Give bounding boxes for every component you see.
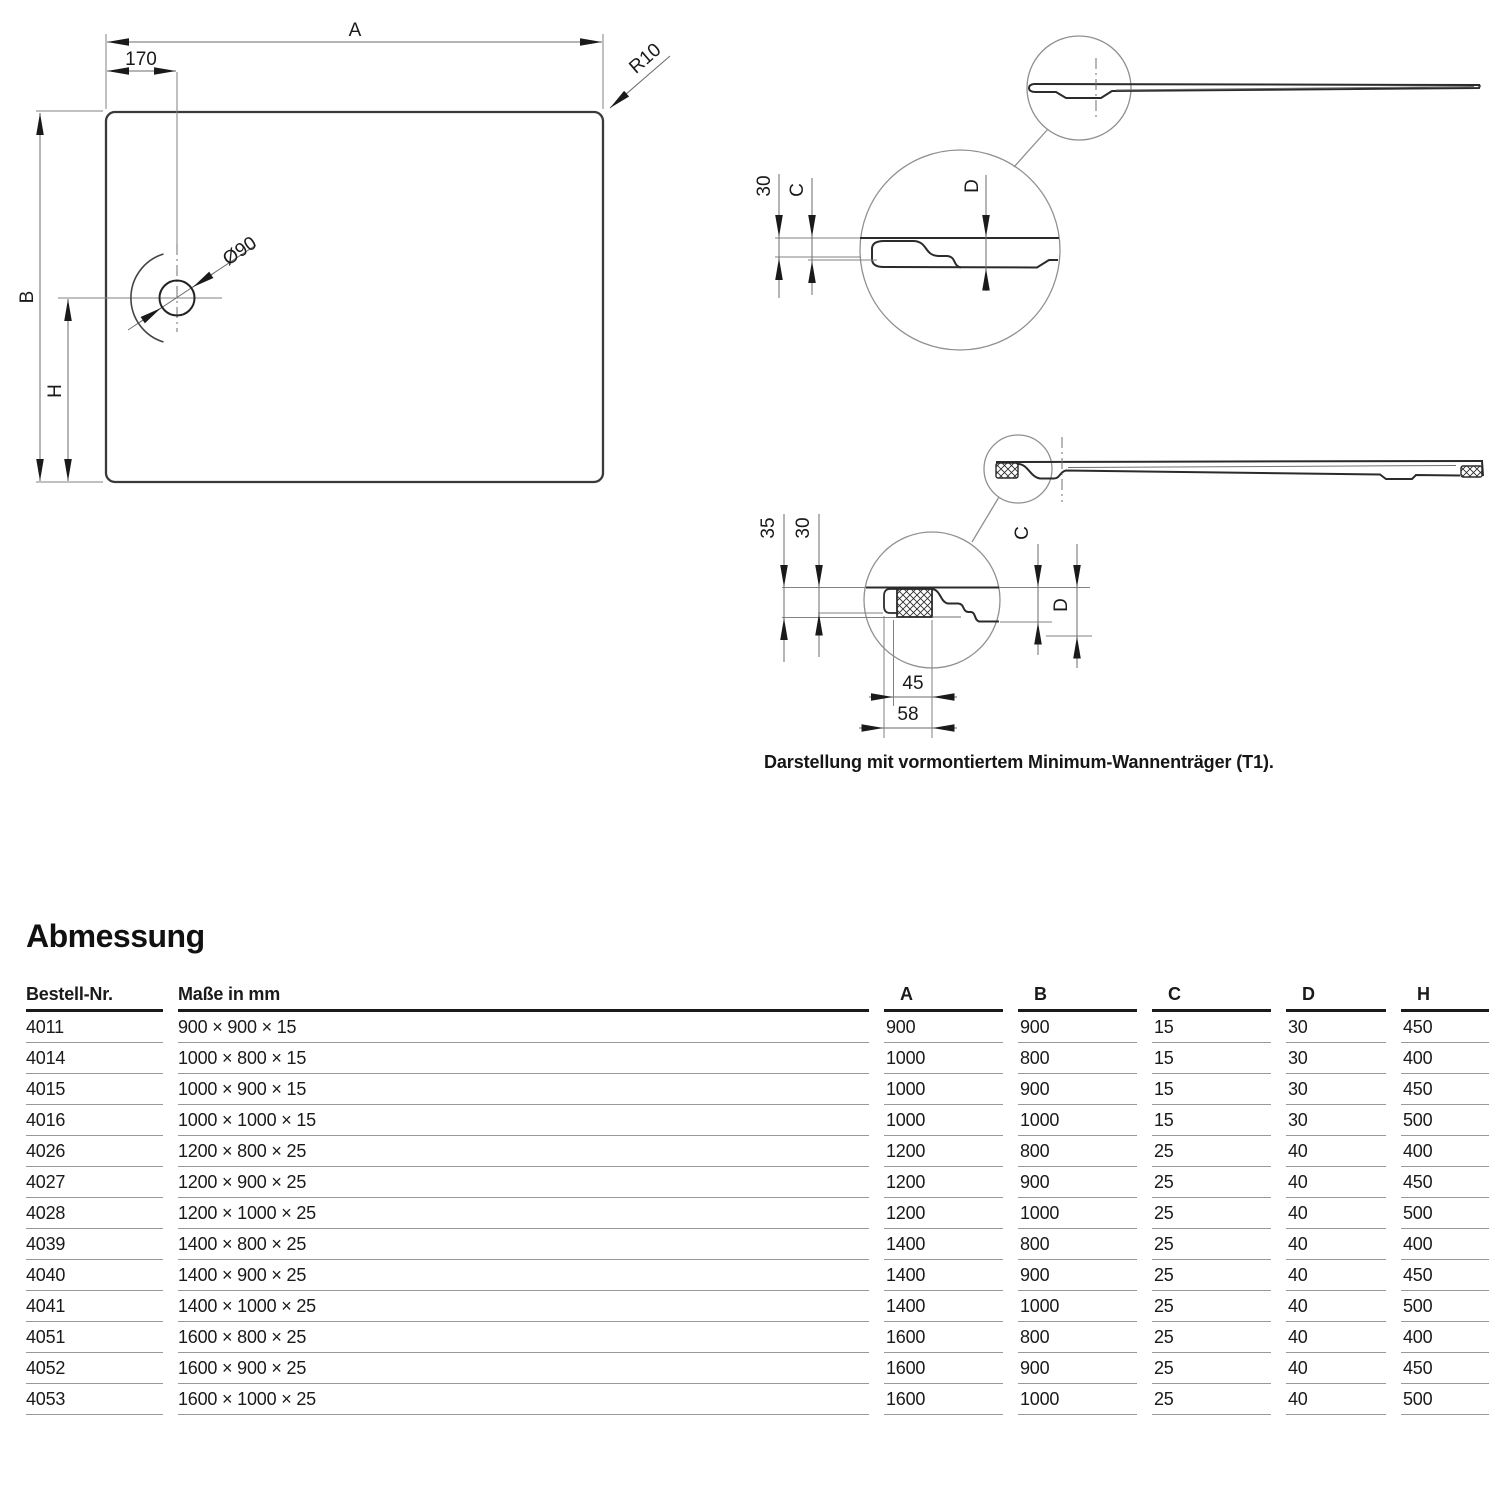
cell-b: 1000: [1018, 1384, 1137, 1415]
cell-d: 30: [1286, 1043, 1386, 1074]
cell-c: 15: [1152, 1012, 1271, 1043]
cell-d: 30: [1286, 1105, 1386, 1136]
cell-c: 25: [1152, 1322, 1271, 1353]
sec2-label-35: 35: [758, 517, 779, 539]
table-row: [26, 1012, 1490, 1043]
cell-h: 500: [1401, 1198, 1489, 1229]
rim-lip: [884, 589, 898, 613]
cell-d: 30: [1286, 1074, 1386, 1105]
cell-c: 25: [1152, 1260, 1271, 1291]
cell-b: 800: [1018, 1043, 1137, 1074]
cell-c: 25: [1152, 1384, 1271, 1415]
col-header-bestellnr: Bestell-Nr.: [26, 981, 163, 1012]
cell-c: 15: [1152, 1043, 1271, 1074]
cell-b: 1000: [1018, 1105, 1137, 1136]
table-row: [26, 1136, 1490, 1167]
detail-circle-1: [860, 150, 1060, 350]
sec1-label-C: C: [787, 183, 808, 197]
cell-d: 40: [1286, 1260, 1386, 1291]
section-title: Abmessung: [26, 918, 205, 954]
cell-d: 30: [1286, 1012, 1386, 1043]
cell-bestellnr: 4014: [26, 1043, 163, 1074]
col-header-c: C: [1152, 981, 1271, 1012]
table-row: [26, 1260, 1490, 1291]
table-row: [26, 1043, 1490, 1074]
cell-d: 40: [1286, 1322, 1386, 1353]
plan-label-R10: R10: [625, 39, 666, 79]
table-body: [26, 1012, 1490, 1415]
col-header-masse: Maße in mm: [178, 981, 869, 1012]
plan-label-dia90: Ø90: [219, 232, 261, 271]
cell-bestellnr: 4026: [26, 1136, 163, 1167]
col-header-d: D: [1286, 981, 1386, 1012]
support-block-small-left: [996, 463, 1018, 478]
cell-bestellnr: 4041: [26, 1291, 163, 1322]
cell-a: 1000: [884, 1105, 1003, 1136]
plan-label-A: A: [348, 20, 362, 41]
cell-c: 25: [1152, 1353, 1271, 1384]
tray-outline: [106, 112, 603, 482]
cell-h: 400: [1401, 1043, 1489, 1074]
cell-b: 800: [1018, 1322, 1137, 1353]
cell-b: 900: [1018, 1167, 1137, 1198]
cell-masse: 1200 × 1000 × 25: [178, 1198, 869, 1229]
cell-a: 1000: [884, 1074, 1003, 1105]
table-row: [26, 1198, 1490, 1229]
cell-bestellnr: 4040: [26, 1260, 163, 1291]
cell-bestellnr: 4027: [26, 1167, 163, 1198]
cell-a: 900: [884, 1012, 1003, 1043]
cell-h: 500: [1401, 1105, 1489, 1136]
cell-masse: 1000 × 800 × 15: [178, 1043, 869, 1074]
cell-d: 40: [1286, 1136, 1386, 1167]
cell-h: 450: [1401, 1167, 1489, 1198]
cell-h: 450: [1401, 1353, 1489, 1384]
sec2-label-C: C: [1012, 526, 1033, 540]
cell-d: 40: [1286, 1198, 1386, 1229]
cell-c: 25: [1152, 1291, 1271, 1322]
cell-h: 500: [1401, 1291, 1489, 1322]
cell-bestellnr: 4016: [26, 1105, 163, 1136]
table-row: [26, 1322, 1490, 1353]
section-detail-support: [758, 435, 1483, 738]
cell-h: 400: [1401, 1229, 1489, 1260]
sec2-label-30: 30: [793, 517, 814, 539]
cell-b: 1000: [1018, 1198, 1137, 1229]
cell-a: 1400: [884, 1229, 1003, 1260]
cell-d: 40: [1286, 1229, 1386, 1260]
col-header-h: H: [1401, 981, 1489, 1012]
cell-a: 1600: [884, 1384, 1003, 1415]
cell-masse: 1200 × 900 × 25: [178, 1167, 869, 1198]
cell-c: 25: [1152, 1229, 1271, 1260]
table-row: [26, 1167, 1490, 1198]
cell-bestellnr: 4053: [26, 1384, 163, 1415]
cell-masse: 1600 × 900 × 25: [178, 1353, 869, 1384]
cell-bestellnr: 4011: [26, 1012, 163, 1043]
cell-masse: 900 × 900 × 15: [178, 1012, 869, 1043]
col-header-a: A: [884, 981, 1003, 1012]
cell-bestellnr: 4028: [26, 1198, 163, 1229]
sec2-label-58: 58: [897, 704, 919, 725]
cell-b: 900: [1018, 1012, 1137, 1043]
cell-masse: 1000 × 1000 × 15: [178, 1105, 869, 1136]
cell-d: 40: [1286, 1167, 1386, 1198]
cell-h: 400: [1401, 1322, 1489, 1353]
cell-masse: 1400 × 900 × 25: [178, 1260, 869, 1291]
cell-masse: 1400 × 800 × 25: [178, 1229, 869, 1260]
table-row: [26, 1105, 1490, 1136]
cell-b: 800: [1018, 1136, 1137, 1167]
cell-bestellnr: 4051: [26, 1322, 163, 1353]
cell-h: 450: [1401, 1260, 1489, 1291]
cell-a: 1600: [884, 1353, 1003, 1384]
cell-b: 900: [1018, 1260, 1137, 1291]
plan-label-H: H: [45, 384, 66, 398]
cell-a: 1400: [884, 1291, 1003, 1322]
cell-c: 25: [1152, 1136, 1271, 1167]
cell-c: 15: [1152, 1105, 1271, 1136]
cell-a: 1200: [884, 1167, 1003, 1198]
cell-c: 25: [1152, 1198, 1271, 1229]
cell-masse: 1600 × 800 × 25: [178, 1322, 869, 1353]
cell-a: 1200: [884, 1136, 1003, 1167]
detail-connector-2: [972, 497, 999, 542]
detail-connector-1: [1014, 129, 1048, 167]
cell-a: 1200: [884, 1198, 1003, 1229]
cell-masse: 1400 × 1000 × 25: [178, 1291, 869, 1322]
cell-d: 40: [1286, 1353, 1386, 1384]
cell-c: 15: [1152, 1074, 1271, 1105]
cell-a: 1600: [884, 1322, 1003, 1353]
cell-bestellnr: 4015: [26, 1074, 163, 1105]
cell-d: 40: [1286, 1384, 1386, 1415]
table-header-row: [26, 981, 1490, 1012]
cell-bestellnr: 4039: [26, 1229, 163, 1260]
sec1-label-D: D: [962, 179, 983, 193]
drawing-caption: Darstellung mit vormontiertem Minimum-Wannenträger (T1).: [764, 752, 1274, 772]
table-row: [26, 1353, 1490, 1384]
sec2-label-D: D: [1051, 598, 1072, 612]
table-row: [26, 1229, 1490, 1260]
cell-c: 25: [1152, 1167, 1271, 1198]
support-block-small-right: [1461, 466, 1482, 477]
cell-b: 900: [1018, 1353, 1137, 1384]
section-detail-plain: [754, 36, 1480, 350]
plan-label-170: 170: [125, 49, 157, 70]
plan-view: [17, 20, 670, 482]
cell-h: 500: [1401, 1384, 1489, 1415]
detail-bubble-1: [1027, 36, 1131, 140]
table-row: [26, 1074, 1490, 1105]
cell-masse: 1600 × 1000 × 25: [178, 1384, 869, 1415]
cell-bestellnr: 4052: [26, 1353, 163, 1384]
cell-h: 450: [1401, 1012, 1489, 1043]
cell-h: 450: [1401, 1074, 1489, 1105]
cell-b: 900: [1018, 1074, 1137, 1105]
cell-d: 40: [1286, 1291, 1386, 1322]
sec2-label-45: 45: [902, 673, 924, 694]
cell-h: 400: [1401, 1136, 1489, 1167]
col-header-b: B: [1018, 981, 1137, 1012]
table-row: [26, 1291, 1490, 1322]
sec1-label-30: 30: [754, 175, 775, 197]
cell-b: 1000: [1018, 1291, 1137, 1322]
cell-b: 800: [1018, 1229, 1137, 1260]
dimensions-table: [26, 981, 1490, 1415]
cell-masse: 1200 × 800 × 25: [178, 1136, 869, 1167]
cell-masse: 1000 × 900 × 15: [178, 1074, 869, 1105]
plan-label-B: B: [17, 290, 38, 304]
table-row: [26, 1384, 1490, 1415]
cell-a: 1400: [884, 1260, 1003, 1291]
support-block-detail: [897, 589, 932, 617]
cell-a: 1000: [884, 1043, 1003, 1074]
